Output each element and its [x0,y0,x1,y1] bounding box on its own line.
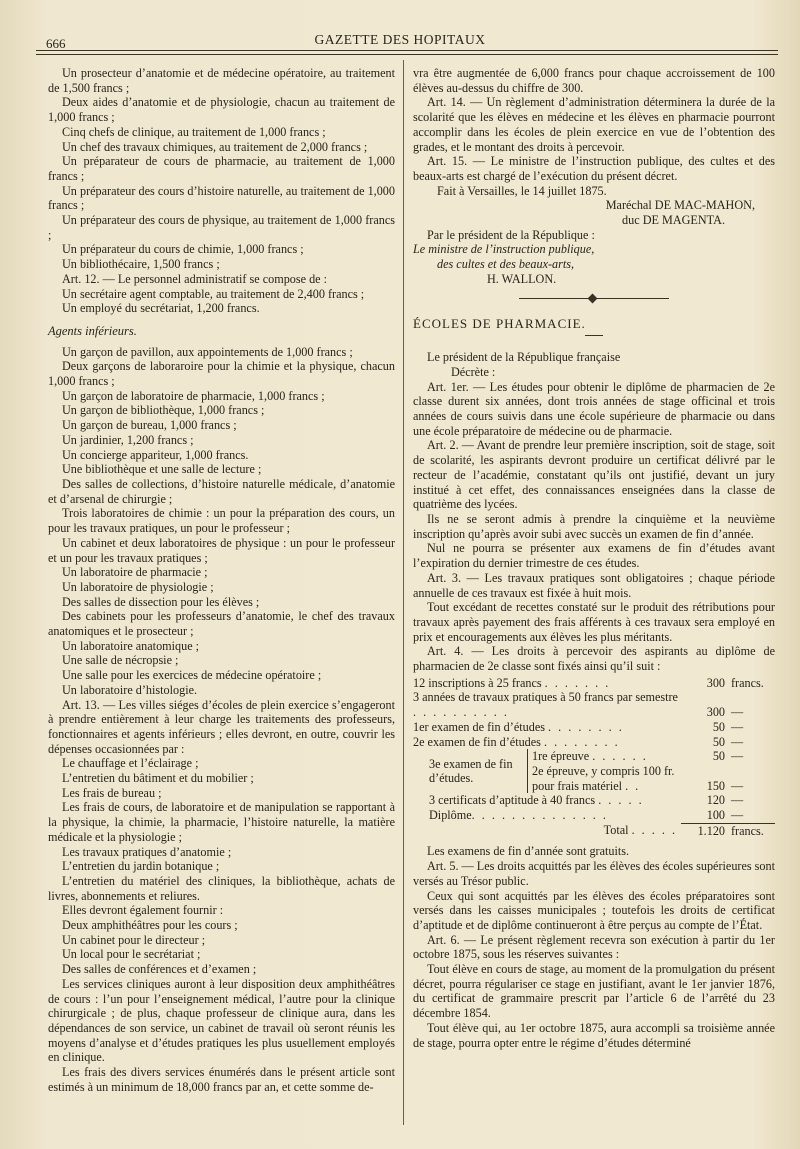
paragraph: Un concierge appariteur, 1,000 francs. [62,447,249,462]
paragraph: Art. 14. — Un règlement d’administration déterminera la durée de la scolarité que les élèves en médecine et les élèves en pharmacie pourront accomplir dans les écoles de plein exercice en vue de l’obtention des grades, et le montant des droits à percevoir. [413,95,775,154]
paragraph: Un laboratoire de physiologie ; [62,579,214,594]
paragraph: Le président de la République française [427,350,621,365]
total-unit: francs. [725,823,775,838]
fee-unit: francs. [731,675,764,690]
paragraph: Un préparateur du cours de chimie, 1,000 francs ; [62,242,304,257]
signature-president: Maréchal DE MAC-MAHON, [605,198,755,213]
decree-date: Fait à Versailles, le 14 juillet 1875. [437,183,607,198]
paragraph: L’entretien du jardin botanique ; [62,859,220,874]
paragraph: Un local pour le secrétariat ; [62,947,201,962]
page-header [0,26,800,50]
total-row [413,823,775,838]
paragraph: Un cabinet pour le directeur ; [62,932,206,947]
paragraph: Un laboratoire anatomique ; [62,638,200,653]
paragraph: Les frais de bureau ; [62,785,162,800]
paragraph: Art. 15. — Le ministre de l’instruction publique, des cultes et des beaux-arts est chargé de l’exécution du présent décret. [413,154,775,183]
fee-amount: 300 [706,705,725,720]
paragraph: Décrète : [451,364,496,379]
paragraph: Nul ne pourra se présenter aux examens de fin d’études avant l’expiration du dernier trimestre de ces études. [413,541,775,571]
fee-label: 12 inscriptions à 25 francs . . . . . . . [413,675,611,690]
fee-amount: 150 [706,778,725,793]
paragraph: Un laboratoire de pharmacie ; [62,565,208,580]
paragraph: Un préparateur des cours de physique, au traitement de 1,000 francs ; [48,213,395,242]
table-row [413,793,775,808]
paragraph: Un préparateur des cours d’histoire naturelle, au traitement de 1,000 francs ; [48,183,395,213]
paragraph: Le chauffage et l’éclairage ; [62,756,199,771]
table-row [413,749,775,764]
right-column [413,66,775,1050]
paragraph: Un préparateur de cours de pharmacie, au traitement de 1,000 francs ; [48,154,395,183]
header-rule [36,50,778,51]
paragraph: Un garçon de bureau, 1,000 francs ; [62,418,237,433]
fee-label: 2e examen de fin d’études . . . . . . . . [413,734,620,749]
total-amount: 1.120 [681,823,725,838]
diamond-ornament-icon [588,293,598,303]
by-president-line: Par le président de la République : [427,227,595,242]
paragraph: Les frais de cours, de laboratoire et de manipulation se rapportant à la physique, la chimie, la pharmacie, l’histoire naturelle, la matière médicale et la physiologie ; [48,800,395,844]
paragraph: L’entretien du bâtiment et du mobilier ; [62,771,254,786]
paragraph: Art. 6. — Le présent règlement recevra son exécution à partir du 1er octobre 1875, sous les réserves suivantes : [413,932,775,962]
minister-line: des cultes et des beaux-arts, [437,257,575,272]
fee-group-label: 3e examen de fin d’études. [429,756,513,786]
fee-amount: 50 [712,719,725,734]
paragraph: Les travaux pratiques d’anatomie ; [62,844,232,859]
fee-label: 3 années de travaux pratiques à 50 francs par semestre . . . . . . . . . . [413,690,678,720]
table-row [413,720,775,735]
paragraph: Art. 12. — Le personnel administratif se compose de : [62,271,328,286]
title-rule [585,335,603,336]
fee-unit: — [731,778,744,793]
paragraph: Un employé du secrétariat, 1,200 francs. [62,301,260,316]
paragraph: Un garçon de bibliothèque, 1,000 francs ; [62,403,265,418]
fee-table [413,676,775,839]
paragraph: Deux amphithéâtres pour les cours ; [62,918,238,933]
table-row [413,808,775,823]
paragraph: Un cabinet et deux laboratoires de physique : un pour le professeur et un pour les travaux pratiques ; [48,535,395,565]
fee-amount: 50 [712,749,725,764]
paragraph: Art. 4. — Les droits à percevoir des aspirants au diplôme de pharmacien de 2e classe sont fixés ainsi qu’il suit : [413,644,775,674]
paragraph: Les examens de fin d’année sont gratuits. [427,844,630,859]
paragraph: Tout excédant de recettes constaté sur le produit des rétributions pour travaux après payement des frais afférents à ces travaux sera employé en prix et encouragements aux élèves les plus méritants. [413,600,775,644]
paragraph: Trois laboratoires de chimie : un pour la préparation des cours, un pour les travaux pratiques, un pour le professeur ; [48,506,395,536]
signature-title: duc DE MAGENTA. [622,213,725,228]
paragraph: Des salles de collections, d’histoire naturelle médicale, d’anatomie et d’arsenal de chirurgie ; [48,476,395,506]
header-rule-thin [36,54,778,55]
table-row [413,676,775,691]
paragraph: vra être augmentée de 6,000 francs pour chaque accroissement de 100 élèves au-dessus du chiffre de 300. [413,66,775,95]
fee-unit: — [731,719,744,734]
paragraph: Cinq chefs de clinique, au traitement de 1,000 francs ; [62,124,326,139]
paragraph: Les services cliniques auront à leur disposition deux amphithéâtres de cours : l’un pour l’enseignement médical, l’autre pour la clinique chirurgicale ; de plus, chaque professeur de clinique aura, dans les dépendances de son service, un cabinet de travail où seront réunis les moyens d’analyse et d’études pratiques les plus usuellement employés en clinique. [48,976,395,1065]
paragraph: Des salles de dissection pour les élèves ; [62,594,260,609]
fee-unit: — [731,734,744,749]
fee-label: Diplôme. . . . . . . . . . . . . . [429,808,608,823]
paragraph: Deux garçons de laboraroire pour la chimie et la physique, chacun 1,000 francs ; [48,359,395,389]
paragraph: Deux aides d’anatomie et de physiologie, chacun au traitement de 1,000 francs ; [48,95,395,125]
minister-line: Le ministre de l’instruction publique, [413,242,595,257]
paragraph: Un laboratoire d’histologie. [62,682,198,697]
fee-unit: — [731,749,744,764]
paragraph: Art. 5. — Les droits acquittés par les élèves des écoles supérieures sont versés au Trésor public. [413,859,775,888]
paragraph: Ceux qui sont acquittés par les élèves des écoles préparatoires sont versés dans les caisses municipales ; toutefois les droits de certificat d’aptitude et de diplôme continueront à être perçus au compte de l’État. [413,888,775,932]
fee-unit: — [731,793,744,808]
paragraph: Un prosecteur d’anatomie et de médecine opératoire, au traitement de 1,500 francs ; [48,66,395,95]
fee-label: 1re épreuve . . . . . . [528,749,682,764]
table-row [413,735,775,750]
fee-label: 1er examen de fin d’études . . . . . . . . [413,719,624,734]
paragraph: Un bibliothécaire, 1,500 francs ; [62,257,220,272]
column-divider [403,60,404,1125]
newspaper-title: GAZETTE DES HOPITAUX [314,32,486,47]
paragraph: Un garçon de laboratoire de pharmacie, 1,000 francs ; [62,388,325,403]
total-label: Total . . . . . [603,823,677,838]
paragraph: Un garçon de pavillon, aux appointements de 1,000 francs ; [62,344,353,359]
subheading: Agents inférieurs. [48,323,137,338]
table-row [413,690,775,719]
paragraph: Art. 3. — Les travaux pratiques sont obligatoires ; chaque période annuelle de ces travaux est fixée à huit mois. [413,570,775,600]
paragraph: Art. 1er. — Les études pour obtenir le diplôme de pharmacien de 2e classe durent six années, dont trois années de stage officinal et trois années de cours suivis dans une école supérieure de pharmacie ou dans une école préparatoire de médecine ou de pharmacie. [413,379,775,438]
paragraph: Des salles de conférences et d’examen ; [62,962,257,977]
paragraph: Les frais des divers services énumérés dans le présent article sont estimés à un minimum de 18,000 francs par an, et cette somme de- [48,1065,395,1094]
fee-amount: 120 [706,793,725,808]
paragraph: L’entretien du matériel des cliniques, la bibliothèque, achats de livres, abonnements et reliures. [48,873,395,903]
paragraph: Elles devront également fournir : [62,903,224,918]
fee-label: 3 certificats d’aptitude à 40 francs . . . . . [429,793,644,808]
page-number: 666 [46,36,66,51]
paragraph: Tout élève en cours de stage, au moment de la promulgation du présent décret, pourra régulariser ce stage en justifiant, avant le 1er janvier 1876, du certificat de grammaire prescrit par l’article 6 de l’arrêté du 23 décembre 1854. [413,962,775,1021]
paragraph: Tout élève qui, au 1er octobre 1875, aura accompli sa troisième année de stage, pourra opter entre le régime d’études déterminé [413,1020,775,1050]
paragraph: Une salle pour les exercices de médecine opératoire ; [62,668,322,683]
left-column [48,66,395,1095]
section-title: ÉCOLES DE PHARMACIE. [413,315,586,331]
fee-amount: 50 [712,734,725,749]
paragraph: Des cabinets pour les professeurs d’anatomie, le chef des travaux anatomiques et le prosecteur ; [48,609,395,639]
paragraph: Un chef des travaux chimiques, au traitement de 2,000 francs ; [62,139,368,154]
fee-label: 2e épreuve, y compris 100 fr. pour frais matériel . . [528,764,682,793]
section-ornament [519,295,669,303]
paragraph: Une bibliothèque et une salle de lecture ; [62,462,262,477]
paragraph: Art. 2. — Avant de prendre leur première inscription, soit de stage, soit de scolarité, les aspirants devront produire un certificat délivré par le recteur de l’académie, constatant qu’ils ont justifié, devant un jury institué à cet effet, des connaissances enseignées dans la classe de quatrième des lycées. [413,438,775,512]
paragraph: Un jardinier, 1,200 francs ; [62,432,194,447]
fee-unit: — [731,705,744,720]
fee-amount: 300 [706,675,725,690]
paragraph: Un secrétaire agent comptable, au traitement de 2,400 francs ; [62,286,365,301]
paragraph: Art. 13. — Les villes siéges d’écoles de plein exercice s’engageront à prendre entièrement à leur charge les traitements des professeurs, fonctionnaires et agents inférieurs ; elles devront, en outre, couvrir les dépenses occasionnées par : [48,697,395,756]
paragraph: Ils ne se seront admis à prendre la cinquième et la neuvième inscription qu’après avoir subi avec succès un examen de fin d’année. [413,511,775,541]
minister-name: H. WALLON. [487,271,557,286]
fee-unit: — [731,808,744,823]
fee-amount: 100 [706,808,725,823]
paragraph: Une salle de nécropsie ; [62,653,179,668]
